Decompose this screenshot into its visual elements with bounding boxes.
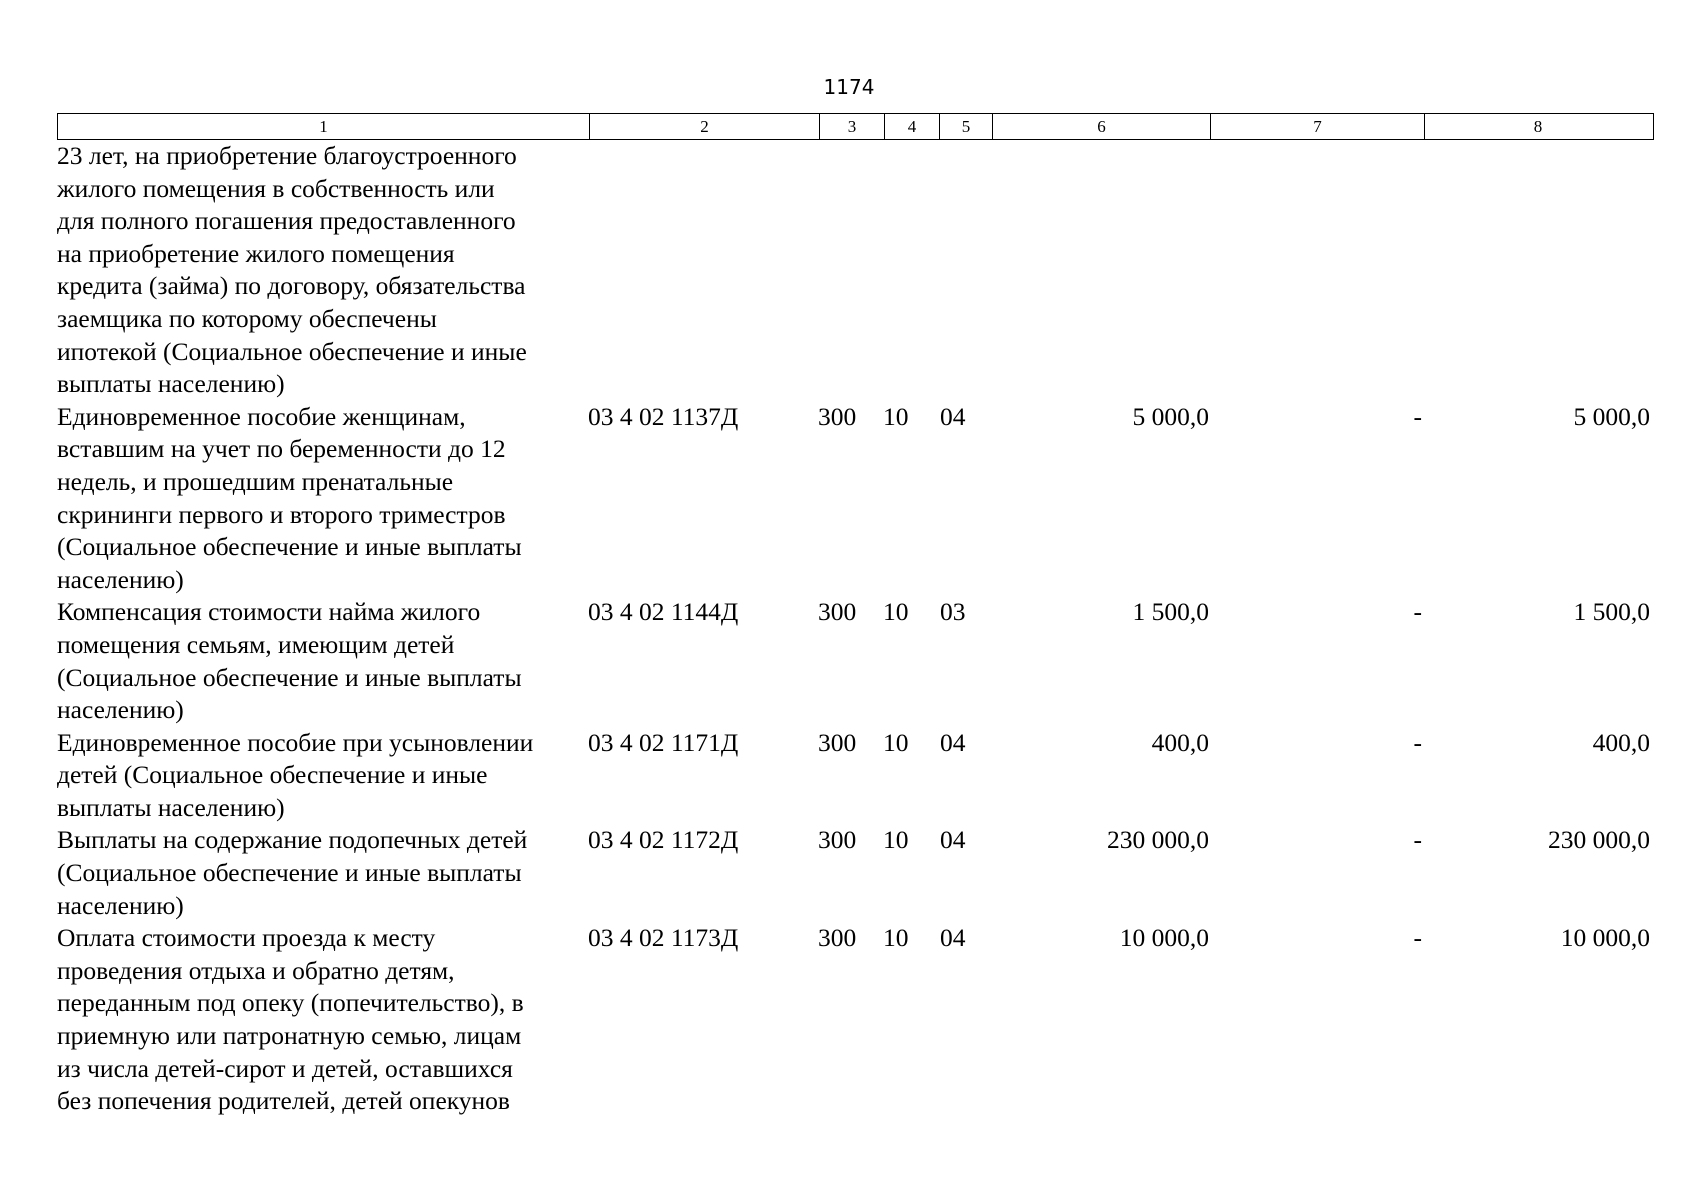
row-expense-type: 300 (818, 401, 857, 431)
row-change: - (1413, 923, 1422, 953)
table-row (57, 824, 1654, 922)
table-row (57, 401, 1654, 597)
row-total: 400,0 (1592, 727, 1650, 757)
row-target-code: 03 4 02 1171Д (588, 727, 739, 757)
column-number-7: 7 (1210, 114, 1424, 139)
page-number: 1174 (823, 75, 875, 99)
column-number-1: 1 (319, 117, 328, 136)
row-change: - (1413, 597, 1422, 627)
row-change: - (1413, 825, 1422, 855)
row-section: 10 (883, 401, 909, 431)
column-number-8: 8 (1424, 114, 1651, 139)
row-expense-type: 300 (818, 923, 857, 953)
row-subsection: 04 (940, 825, 966, 855)
row-expense-type (818, 140, 883, 401)
row-expense-type: 300 (818, 597, 857, 627)
row-section: 10 (883, 727, 909, 757)
row-name: Выплаты на содержание подопечных детей (Социальное обеспечение и иные выплаты населению) (57, 825, 528, 920)
column-number-header (57, 113, 1654, 140)
row-total: 5 000,0 (1573, 401, 1650, 431)
row-subsection: 04 (940, 401, 966, 431)
table-row (57, 727, 1654, 825)
table-row (57, 140, 1654, 401)
row-subsection: 04 (940, 727, 966, 757)
row-section: 10 (883, 597, 909, 627)
row-total: 1 500,0 (1573, 597, 1650, 627)
row-name: Единовременное пособие женщинам, вставшим на учет по беременности до 12 недель, и прошедшим пренатальные скрининги первого и второго триместров (Социальное обеспечение и иные выплаты населению) (57, 401, 522, 594)
row-target-code: 03 4 02 1144Д (588, 597, 739, 627)
row-amount: 1 500,0 (1132, 597, 1209, 627)
column-number-3: 3 (819, 114, 884, 139)
row-amount: 5 000,0 (1132, 401, 1209, 431)
row-amount (991, 140, 1209, 401)
column-number-5: 5 (939, 114, 992, 139)
row-subsection: 04 (940, 923, 966, 953)
row-total (1423, 140, 1650, 401)
column-number-2: 2 (589, 114, 819, 139)
row-name: 23 лет, на приобретение благоустроенного жилого помещения в собственность или для полного погашения предоставленного на приобретение жилого помещения кредита (займа) по договору, обязательства заемщика по которому обеспечены ипотекой (Социальное обеспечение и иные выплаты населению) (57, 141, 527, 399)
row-amount: 10 000,0 (1119, 923, 1209, 953)
budget-table (57, 113, 1654, 1118)
row-name: Компенсация стоимости найма жилого помещения семьям, имеющим детей (Социальное обеспечение и иные выплаты населению) (57, 597, 522, 725)
row-target-code: 03 4 02 1172Д (588, 825, 739, 855)
row-name: Оплата стоимости проезда к месту проведения отдыха и обратно детям, переданным под опеку (попечительство), в приемную или патронатную семью, лицам из числа детей-сирот и детей, оставшихся без попечения родителей, детей опекунов (57, 923, 524, 1116)
row-change: - (1413, 401, 1422, 431)
row-change: - (1413, 727, 1422, 757)
row-section (883, 140, 938, 401)
row-name: Единовременное пособие при усыновлении детей (Социальное обеспечение и иные выплаты населению) (57, 727, 534, 822)
column-number-6: 6 (992, 114, 1210, 139)
row-total: 10 000,0 (1560, 923, 1650, 953)
row-change (1209, 140, 1423, 401)
row-section: 10 (883, 923, 909, 953)
table-row (57, 922, 1654, 1118)
row-amount: 230 000,0 (1107, 825, 1209, 855)
row-target-code: 03 4 02 1137Д (588, 401, 739, 431)
row-subsection (938, 140, 991, 401)
row-expense-type: 300 (818, 727, 857, 757)
column-number-4: 4 (884, 114, 939, 139)
row-expense-type: 300 (818, 825, 857, 855)
row-subsection: 03 (940, 597, 966, 627)
row-target-code: 03 4 02 1173Д (588, 923, 739, 953)
row-amount: 400,0 (1151, 727, 1209, 757)
row-section: 10 (883, 825, 909, 855)
row-total: 230 000,0 (1548, 825, 1650, 855)
row-target-code (588, 140, 818, 401)
table-row (57, 596, 1654, 726)
